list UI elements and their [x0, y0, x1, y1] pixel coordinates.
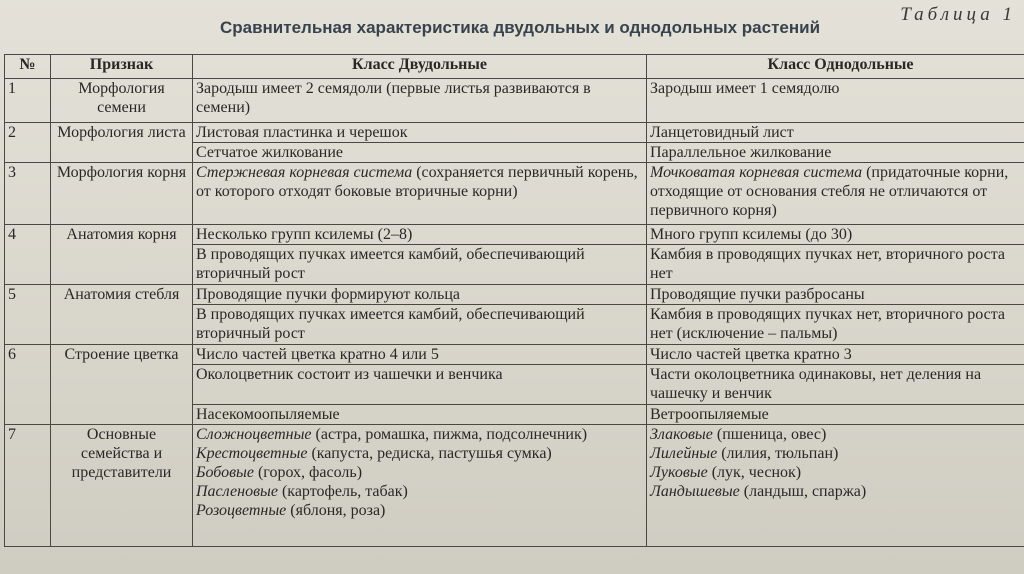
document-title: Сравнительная характеристика двудольных и однодольных растений [219, 18, 821, 37]
row-number: 3 [5, 163, 51, 225]
table-row [5, 285, 1024, 305]
row-number: 5 [5, 285, 51, 345]
dicot-cell: Зародыш имеет 2 семядоли (первые листья развиваются в семени) [193, 79, 647, 123]
family-item: Пасленовые (картофель, табак) [196, 483, 408, 500]
monocot-cell: Проводящие пучки разбросаны [647, 285, 1024, 305]
dicot-text: (сохраняется первичный корень, от которого отходят боковые вторичные корни) [196, 164, 638, 200]
dicot-cell: Проводящие пучки формируют кольца [193, 285, 647, 305]
row-attribute: Анатомия корня [51, 225, 193, 285]
row-attribute: Морфология листа [51, 123, 193, 163]
dicot-term: Стержневая корневая система [196, 164, 413, 181]
family-item: Бобовые (горох, фасоль) [196, 464, 363, 481]
row-number: 7 [5, 425, 51, 547]
row-attribute: Морфология корня [51, 163, 193, 225]
table-row [5, 225, 1024, 245]
monocot-cell: Ветроопыляемые [647, 405, 1024, 425]
row-number: 4 [5, 225, 51, 285]
family-item: Лилейные (лилия, тюльпан) [650, 445, 839, 462]
dicot-cell: Околоцветник состоит из чашечки и венчика [193, 365, 647, 405]
header-attribute: Признак [51, 55, 193, 79]
header-num: № [5, 55, 51, 79]
header-monocot: Класс Однодольные [647, 55, 1024, 79]
monocot-cell: Ланцетовидный лист [647, 123, 1024, 143]
dicot-cell: Листовая пластинка и черешок [193, 123, 647, 143]
table-row [5, 425, 1024, 547]
dicot-cell: В проводящих пучках имеется камбий, обеспечивающий вторичный рост [193, 245, 647, 285]
monocot-families [647, 425, 1024, 547]
monocot-cell: Камбия в проводящих пучках нет, вторичного роста нет [647, 245, 1024, 285]
row-number: 1 [5, 79, 51, 123]
row-attribute: Строение цветка [51, 345, 193, 425]
family-item: Злаковые (пшеница, овес) [650, 426, 827, 443]
comparison-table [4, 54, 1024, 547]
monocot-cell: Параллельное жилкование [647, 143, 1024, 163]
monocot-term: Мочковатая корневая система [650, 164, 863, 181]
monocot-cell: Много групп ксилемы (до 30) [647, 225, 1024, 245]
dicot-cell: В проводящих пучках имеется камбий, обеспечивающий вторичный рост [193, 305, 647, 345]
header-row [5, 55, 1024, 79]
table-row [5, 79, 1024, 123]
family-item: Луковые (лук, чеснок) [650, 464, 802, 481]
family-item: Сложноцветные (астра, ромашка, пижма, подсолнечник) [196, 426, 588, 443]
monocot-cell: Зародыш имеет 1 семядолю [647, 79, 1024, 123]
dicot-cell [193, 163, 647, 225]
table-row [5, 123, 1024, 143]
row-number: 2 [5, 123, 51, 163]
dicot-cell: Насекомоопыляемые [193, 405, 647, 425]
row-attribute: Анатомия стебля [51, 285, 193, 345]
family-item: Крестоцветные (капуста, редиска, пастушья сумка) [196, 445, 552, 462]
monocot-cell: Число частей цветка кратно 3 [647, 345, 1024, 365]
table-row [5, 163, 1024, 225]
table-label: Таблица 1 [900, 4, 1016, 25]
dicot-cell: Число частей цветка кратно 4 или 5 [193, 345, 647, 365]
monocot-cell: Части околоцветника одинаковы, нет деления на чашечку и венчик [647, 365, 1024, 405]
row-attribute: Морфология семени [51, 79, 193, 123]
dicot-cell: Сетчатое жилкование [193, 143, 647, 163]
table-row [5, 345, 1024, 365]
monocot-cell: Камбия в проводящих пучках нет, вторичного роста нет (исключение – пальмы) [647, 305, 1024, 345]
monocot-cell [647, 163, 1024, 225]
family-item: Розоцветные (яблоня, роза) [196, 502, 386, 519]
family-item: Ландышевые (ландыш, спаржа) [650, 483, 867, 500]
header-dicot: Класс Двудольные [193, 55, 647, 79]
dicot-families [193, 425, 647, 547]
row-number: 6 [5, 345, 51, 425]
row-attribute: Основные семейства и представители [51, 425, 193, 547]
monocot-text: (придаточные корни, отходящие от основания стебля не отличаются от первичного корня) [650, 164, 1009, 219]
dicot-cell: Несколько групп ксилемы (2–8) [193, 225, 647, 245]
